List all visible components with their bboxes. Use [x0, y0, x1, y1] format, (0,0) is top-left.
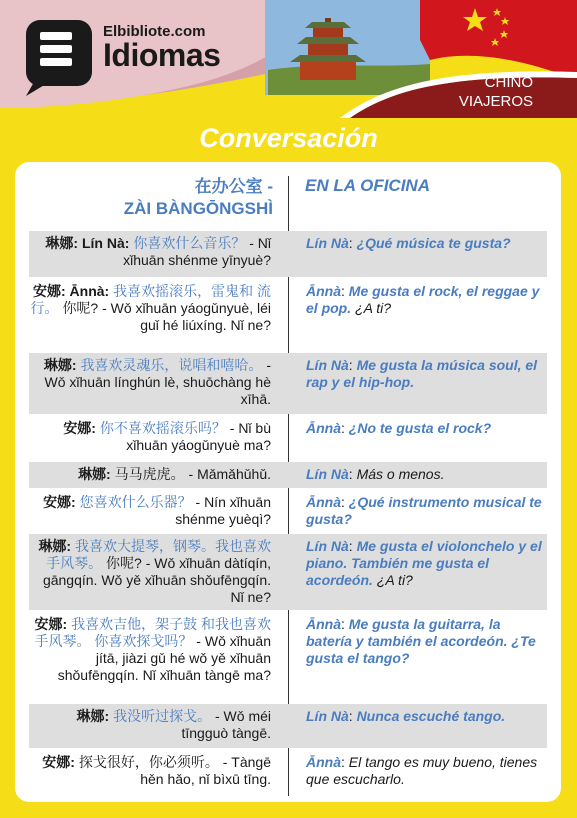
- speaker-es: Ānnà: [306, 420, 341, 436]
- dialogue-row: [29, 462, 547, 488]
- speaker-zh: 安娜:: [32, 283, 66, 299]
- speaker-zh: 琳娜:: [38, 538, 72, 554]
- zh-text: 你喜欢什么音乐？: [133, 235, 246, 251]
- speaker-pinyin: Ānnà:: [69, 283, 110, 299]
- spanish-line: Lín Nà: Nunca escuché tango.: [306, 708, 506, 724]
- es-text: ¿Qué música te gusta?: [356, 235, 511, 251]
- spanish-line: Lín Nà: ¿Qué música te gusta?: [306, 235, 511, 251]
- pinyin-text: - Wǒ méi tīngguò tàngē.: [181, 708, 271, 741]
- spanish-line: Ānnà: ¿No te gusta el rock?: [306, 420, 492, 436]
- chinese-line: [29, 466, 271, 483]
- speaker-zh: 安娜:: [63, 420, 96, 436]
- zh-text: 我没听过探戈。: [113, 708, 212, 724]
- logo: [103, 23, 221, 73]
- dialogue-row: [29, 534, 547, 610]
- chinese-line: [29, 494, 271, 528]
- heading-spanish: EN LA OFICINA: [305, 176, 430, 195]
- chinese-line: [29, 708, 271, 742]
- logo-name: Idiomas: [103, 37, 221, 73]
- es-text: ¿Qué instrumento musical te gusta?: [306, 494, 542, 527]
- es-text: El tango es muy bueno, tienes que escucharlo.: [306, 754, 538, 787]
- zh-text: 我喜欢灵魂乐，说唱和嘻哈。: [80, 357, 263, 373]
- zh-text: 您喜欢什么乐器？: [79, 494, 192, 510]
- zh-text: 你不喜欢摇滚乐吗？: [99, 420, 226, 436]
- es-text: Más o menos.: [356, 466, 445, 482]
- es-text: Nunca escuché tango.: [356, 708, 506, 724]
- logo-site: Elbibliote.com: [103, 23, 206, 40]
- chinese-line: [29, 235, 271, 269]
- pinyin-text: - Wǒ xǐhuān línghún lè, shuōchàng hè xīhā.: [44, 357, 271, 407]
- heading-zh: 在办公室 -: [194, 177, 273, 196]
- chinese-line: [29, 420, 271, 454]
- chinese-line: [29, 357, 271, 408]
- speaker-zh: 琳娜:: [45, 235, 79, 251]
- tag-level: VIAJEROS: [458, 93, 533, 110]
- zh-text: 我喜欢大提琴，钢琴。我也喜欢手风琴。: [46, 538, 271, 571]
- spanish-line: Ānnà: ¿Qué instrumento musical te gusta?: [306, 494, 542, 527]
- zh-text: 我喜欢摇滚乐，雷鬼和 流行。: [30, 283, 271, 316]
- speaker-es: Ānnà: [306, 754, 341, 770]
- heading-chinese: [33, 176, 273, 220]
- dialogue-row: [29, 750, 547, 798]
- spanish-line: Ānnà: Me gusta el rock, el reggae y el pop. ¿A ti?: [306, 283, 540, 316]
- pinyin-text: - Nǐ bù xǐhuān yáogǔnyuè ma?: [126, 420, 271, 453]
- pinyin-text: - Nǐ xǐhuān shénme yīnyuè?: [123, 235, 271, 268]
- pinyin-text: 你呢? - Wǒ xǐhuān dàtíqín, gāngqín. Wǒ yě xǐhuān shǒufēngqín. Nǐ ne?: [42, 555, 271, 605]
- spanish-line: Lín Nà: Más o menos.: [306, 466, 445, 482]
- chinese-line: [29, 616, 271, 684]
- speaker-pinyin: Lín Nà:: [81, 235, 130, 251]
- speaker-es: Lín Nà: [306, 538, 349, 554]
- dialogue-row: [29, 612, 547, 702]
- es-text: ¿No te gusta el rock?: [348, 420, 492, 436]
- dialogue-row: [29, 490, 547, 532]
- speaker-es: Lín Nà: [306, 235, 349, 251]
- conversation-card: [15, 162, 561, 802]
- zh-text: 马马虎虎。: [114, 466, 185, 482]
- es-text: Me gusta el rock, el reggae y el pop.: [306, 283, 540, 316]
- speaker-es: Lín Nà: [306, 357, 349, 373]
- zh-text: 我喜欢吉他，架子鼓 和我也喜欢 手风琴。 你喜欢探戈吗？: [34, 616, 271, 649]
- pinyin-text: - Mǎmǎhǔhǔ.: [188, 466, 271, 482]
- pinyin-text: 你呢? - Wǒ xǐhuān yáogǔnyuè, léi guǐ hé liúxíng. Nǐ ne?: [62, 300, 271, 333]
- dialogue-row: [29, 353, 547, 414]
- es-text: Me gusta la música soul, el rap y el hip-hop.: [306, 357, 538, 390]
- pinyin-text: - Tàngē hěn hǎo, nǐ bìxū tīng.: [140, 754, 271, 787]
- zh-text: 探戈很好，你必须听。: [78, 754, 219, 770]
- chinese-line: [29, 283, 271, 334]
- speaker-zh: 琳娜:: [76, 708, 110, 724]
- header-banner: [0, 0, 577, 118]
- chinese-line: [29, 538, 271, 606]
- speaker-es: Ānnà: [306, 283, 341, 299]
- dialogue-row: [29, 231, 547, 277]
- speaker-zh: 安娜:: [43, 494, 76, 510]
- category-tag: [459, 73, 533, 111]
- pinyin-text: - Nín xǐhuān shénme yuèqì?: [175, 494, 271, 527]
- speaker-es: Ānnà: [306, 494, 341, 510]
- page-title: Conversación: [199, 123, 378, 153]
- chinese-line: [29, 754, 271, 788]
- dialogue-row: [29, 416, 547, 460]
- speaker-zh: 琳娜:: [78, 466, 111, 482]
- speaker-zh: 安娜:: [42, 754, 75, 770]
- speaker-zh: 琳娜:: [43, 357, 77, 373]
- es-text: Me gusta la guitarra, la batería y también el acordeón. ¿Te gusta el tango?: [306, 616, 536, 666]
- speaker-es: Lín Nà: [306, 466, 349, 482]
- dialogue-row: [29, 279, 547, 351]
- spanish-line: Ānnà: El tango es muy bueno, tienes que escucharlo.: [306, 754, 538, 787]
- speaker-es: Ānnà: [306, 616, 341, 632]
- spanish-line: Ānnà: Me gusta la guitarra, la batería y también el acordeón. ¿Te gusta el tango?: [306, 616, 536, 666]
- heading-pinyin: ZÀI BÀNGŌNGSHÌ: [123, 199, 273, 218]
- spanish-line: Lín Nà: Me gusta el violonchelo y el piano. También me gusta el acordeón. ¿A ti?: [306, 538, 542, 588]
- dialogue-row: [29, 704, 547, 748]
- spanish-line: Lín Nà: Me gusta la música soul, el rap y el hip-hop.: [306, 357, 538, 390]
- tag-language: CHINO: [484, 74, 533, 91]
- pinyin-text: - Wǒ xǐhuān jítā, jiàzi gǔ hé wǒ yě xǐhuān shǒufēngqín. Nǐ xǐhuān tàngē ma?: [57, 633, 271, 683]
- speaker-es: Lín Nà: [306, 708, 349, 724]
- es-text: Me gusta el violonchelo y el piano. También me gusta el acordeón.: [306, 538, 542, 588]
- speaker-zh: 安娜:: [34, 616, 68, 632]
